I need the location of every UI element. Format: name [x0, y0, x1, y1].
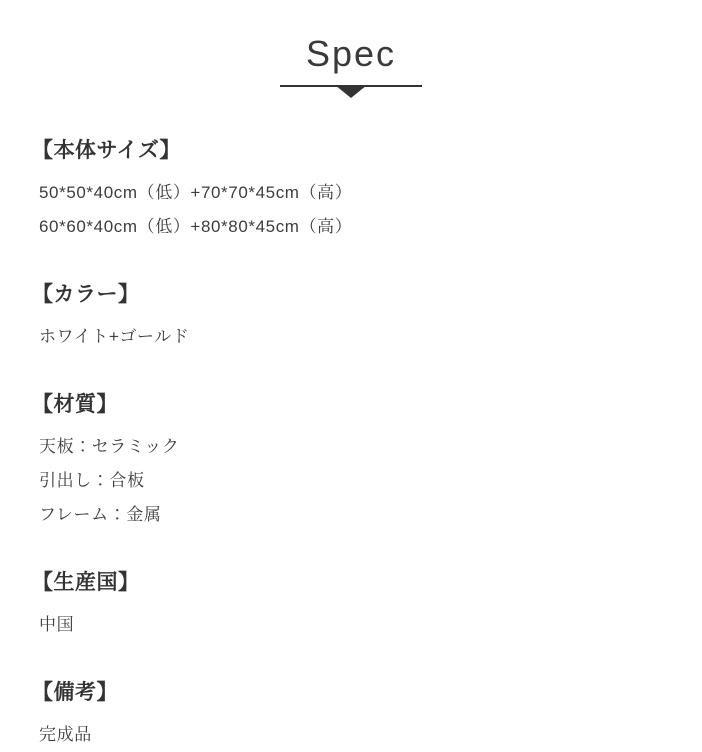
- section-material: [32, 391, 670, 532]
- down-triangle-icon: [335, 85, 367, 98]
- section-heading: 【カラー】: [32, 283, 140, 306]
- section-heading: 【備考】: [32, 681, 118, 704]
- spec-content: [0, 87, 702, 752]
- spec-line: 天板：セラミック: [39, 437, 180, 456]
- title-divider: [280, 85, 422, 87]
- spec-line: 引出し：合板: [39, 471, 145, 490]
- section-heading: 【材質】: [32, 393, 118, 416]
- spec-line: 50*50*40cm（低）+70*70*45cm（高）: [39, 183, 353, 202]
- spec-line: 完成品: [39, 725, 92, 744]
- page-title: Spec: [305, 33, 397, 74]
- spec-line: 中国: [39, 615, 75, 634]
- spec-line: フレーム：金属: [39, 505, 162, 524]
- section-country: [32, 569, 670, 642]
- spec-line: ホワイト+ゴールド: [39, 327, 190, 346]
- spec-line: 60*60*40cm（低）+80*80*45cm（高）: [39, 217, 353, 236]
- section-remarks: [32, 679, 670, 752]
- section-heading: 【本体サイズ】: [32, 139, 181, 162]
- section-body-size: [32, 137, 670, 244]
- section-heading: 【生産国】: [32, 571, 140, 594]
- section-color: [32, 281, 670, 354]
- spec-header: [0, 0, 702, 87]
